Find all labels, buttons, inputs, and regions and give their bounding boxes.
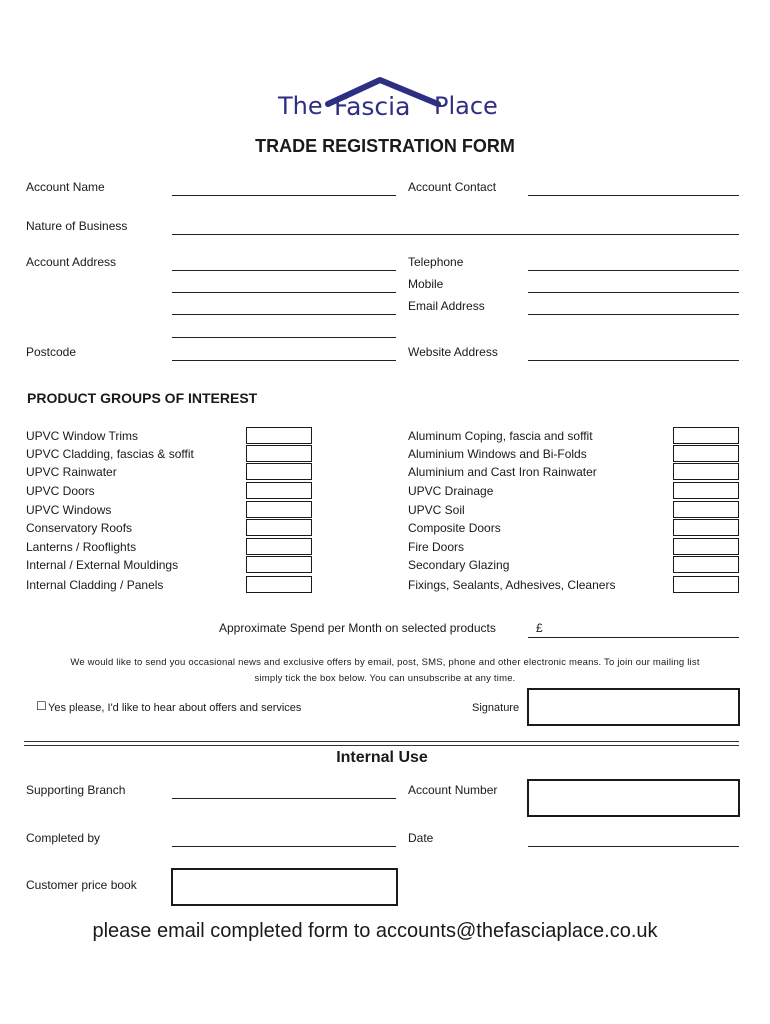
account-address-label: Account Address <box>26 255 117 269</box>
logo <box>276 74 500 126</box>
optin-checkbox[interactable]: ☐ <box>36 699 47 713</box>
address-line-3-field[interactable] <box>172 314 396 315</box>
spend-field[interactable] <box>528 637 739 638</box>
product-label: Aluminium and Cast Iron Rainwater <box>408 465 597 479</box>
product-checkbox[interactable] <box>673 463 739 480</box>
customer-price-book-label: Customer price book <box>26 878 137 892</box>
product-checkbox[interactable] <box>246 538 312 555</box>
product-checkbox[interactable] <box>673 538 739 555</box>
product-checkbox[interactable] <box>673 556 739 573</box>
completed-by-label: Completed by <box>26 831 101 845</box>
completed-by-field[interactable] <box>172 846 396 847</box>
date-label: Date <box>408 831 434 845</box>
nature-of-business-label: Nature of Business <box>26 219 128 233</box>
internal-use-heading: Internal Use <box>336 749 428 766</box>
product-label: Aluminum Coping, fascia and soffit <box>408 429 593 443</box>
account-number-box[interactable] <box>527 779 740 817</box>
logo-place: Place <box>434 92 498 120</box>
product-label: UPVC Rainwater <box>26 465 117 479</box>
product-checkbox[interactable] <box>673 519 739 536</box>
product-checkbox[interactable] <box>673 482 739 499</box>
account-name-field[interactable] <box>172 195 396 196</box>
page-title: TRADE REGISTRATION FORM <box>255 136 515 156</box>
telephone-field[interactable] <box>528 270 739 271</box>
postcode-label: Postcode <box>26 345 77 359</box>
product-checkbox[interactable] <box>246 556 312 573</box>
product-checkbox[interactable] <box>246 519 312 536</box>
product-checkbox[interactable] <box>246 463 312 480</box>
product-label: UPVC Doors <box>26 484 95 498</box>
product-checkbox[interactable] <box>246 445 312 462</box>
product-label: Fire Doors <box>408 540 465 554</box>
address-line-2-field[interactable] <box>172 292 396 293</box>
product-checkbox[interactable] <box>673 427 739 444</box>
product-checkbox[interactable] <box>673 576 739 593</box>
product-groups-heading: PRODUCT GROUPS OF INTEREST <box>27 390 258 406</box>
product-label: Aluminium Windows and Bi-Folds <box>408 447 587 461</box>
product-label: Lanterns / Rooflights <box>26 540 137 554</box>
signature-box[interactable] <box>527 688 740 726</box>
website-address-field[interactable] <box>528 360 739 361</box>
currency-symbol: £ <box>536 621 543 635</box>
product-checkbox[interactable] <box>673 501 739 518</box>
logo-fascia: Fascia <box>334 92 411 121</box>
product-label: UPVC Cladding, fascias & soffit <box>26 447 194 461</box>
product-checkbox[interactable] <box>246 482 312 499</box>
product-label: UPVC Windows <box>26 503 112 517</box>
product-label: UPVC Soil <box>408 503 465 517</box>
product-label: UPVC Drainage <box>408 484 494 498</box>
mobile-label: Mobile <box>408 277 444 291</box>
telephone-label: Telephone <box>408 255 464 269</box>
divider <box>24 745 739 746</box>
signature-label: Signature <box>472 702 520 714</box>
product-label: Conservatory Roofs <box>26 521 133 535</box>
product-label: Internal / External Mouldings <box>26 558 179 572</box>
website-address-label: Website Address <box>408 345 498 359</box>
mobile-field[interactable] <box>528 292 739 293</box>
address-line-4-field[interactable] <box>172 337 396 338</box>
account-contact-label: Account Contact <box>408 180 497 194</box>
email-address-label: Email Address <box>408 299 485 313</box>
product-label: Composite Doors <box>408 521 501 535</box>
divider <box>24 741 739 742</box>
product-checkbox[interactable] <box>246 576 312 593</box>
date-field[interactable] <box>528 846 739 847</box>
account-number-label: Account Number <box>408 783 498 797</box>
account-contact-field[interactable] <box>528 195 739 196</box>
supporting-branch-field[interactable] <box>172 798 396 799</box>
address-line-1-field[interactable] <box>172 270 396 271</box>
product-label: Secondary Glazing <box>408 558 510 572</box>
optin-label: Yes please, I'd like to hear about offers and services <box>48 702 302 714</box>
product-checkbox[interactable] <box>673 445 739 462</box>
product-checkbox[interactable] <box>246 501 312 518</box>
product-label: UPVC Window Trims <box>26 429 139 443</box>
customer-price-book-box[interactable] <box>171 868 398 906</box>
footer-instruction: please email completed form to accounts@thefasciaplace.co.uk <box>92 920 658 942</box>
marketing-notice-line-2: simply tick the box below. You can unsubscribe at any time. <box>254 673 516 684</box>
nature-of-business-field[interactable] <box>172 234 739 235</box>
product-checkbox[interactable] <box>246 427 312 444</box>
logo-the: The <box>278 92 323 120</box>
account-name-label: Account Name <box>26 180 105 194</box>
product-label: Internal Cladding / Panels <box>26 578 164 592</box>
postcode-field[interactable] <box>172 360 396 361</box>
email-address-field[interactable] <box>528 314 739 315</box>
supporting-branch-label: Supporting Branch <box>26 783 126 797</box>
product-label: Fixings, Sealants, Adhesives, Cleaners <box>408 578 616 592</box>
marketing-notice-line-1: We would like to send you occasional news and exclusive offers by email, post, SMS, phone and other electronic means. To join our mailing list <box>70 657 700 668</box>
spend-label: Approximate Spend per Month on selected products <box>219 621 496 635</box>
